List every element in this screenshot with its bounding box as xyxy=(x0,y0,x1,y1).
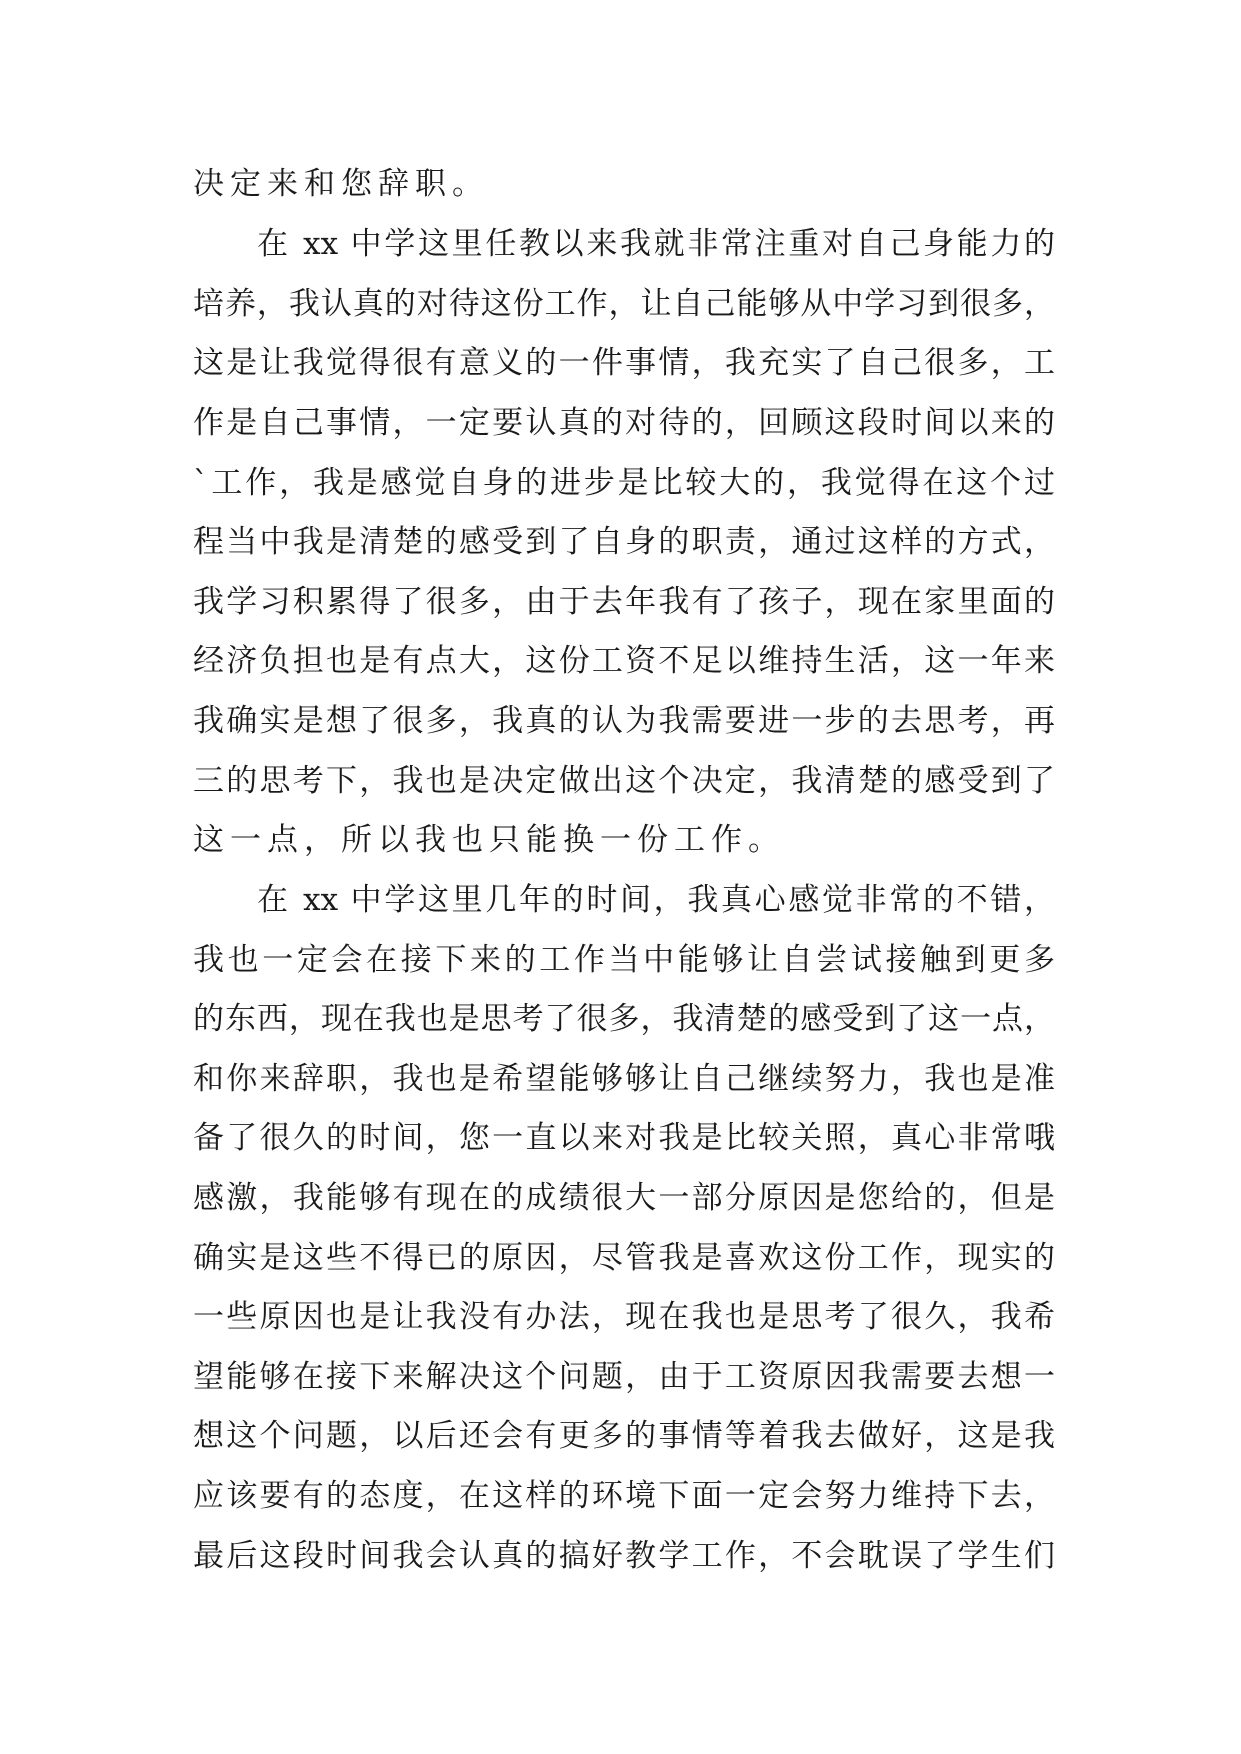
text-line: 我学习积累得了很多，由于去年我有了孩子，现在家里面的 xyxy=(193,584,1055,620)
text-line: 我也一定会在接下来的工作当中能够让自尝试接触到更多 xyxy=(193,942,1055,978)
text-line: 一些原因也是让我没有办法，现在我也是思考了很久，我希 xyxy=(193,1299,1055,1335)
text-line: 的东西，现在我也是思考了很多，我清楚的感受到了这一点， xyxy=(193,1001,1055,1037)
paragraph-first-line: 在 xx 中学这里任教以来我就非常注重对自己身能力的 xyxy=(257,226,1055,262)
text-line: `工作，我是感觉自身的进步是比较大的，我觉得在这个过 xyxy=(193,465,1055,501)
text-line: 作是自己事情，一定要认真的对待的，回顾这段时间以来的 xyxy=(193,405,1055,441)
text-line: 确实是这些不得已的原因，尽管我是喜欢这份工作，现实的 xyxy=(193,1240,1055,1276)
paragraph-first-line: 在 xx 中学这里几年的时间，我真心感觉非常的不错， xyxy=(257,882,1055,918)
text-line: 培养，我认真的对待这份工作，让自己能够从中学习到很多， xyxy=(193,286,1055,322)
text-line: 想这个问题，以后还会有更多的事情等着我去做好，这是我 xyxy=(193,1418,1055,1454)
text-line: 三的思考下，我也是决定做出这个决定，我清楚的感受到了 xyxy=(193,763,1055,799)
text-line: 这是让我觉得很有意义的一件事情，我充实了自己很多，工 xyxy=(193,345,1055,381)
text-line: 感激，我能够有现在的成绩很大一部分原因是您给的，但是 xyxy=(193,1180,1055,1216)
text-line: 和你来辞职，我也是希望能够够让自己继续努力，我也是准 xyxy=(193,1061,1055,1097)
text-line: 决定来和您辞职。 xyxy=(193,166,489,202)
text-line: 应该要有的态度，在这样的环境下面一定会努力维持下去， xyxy=(193,1478,1055,1514)
text-line: 程当中我是清楚的感受到了自身的职责，通过这样的方式， xyxy=(193,524,1055,560)
text-line: 最后这段时间我会认真的搞好教学工作，不会耽误了学生们 xyxy=(193,1538,1055,1574)
text-line: 备了很久的时间，您一直以来对我是比较关照，真心非常哦 xyxy=(193,1120,1055,1156)
text-line: 我确实是想了很多，我真的认为我需要进一步的去思考，再 xyxy=(193,703,1055,739)
text-line: 望能够在接下来解决这个问题，由于工资原因我需要去想一 xyxy=(193,1359,1055,1395)
text-line: 经济负担也是有点大，这份工资不足以维持生活，这一年来 xyxy=(193,643,1055,679)
text-line: 这一点，所以我也只能换一份工作。 xyxy=(193,822,785,858)
